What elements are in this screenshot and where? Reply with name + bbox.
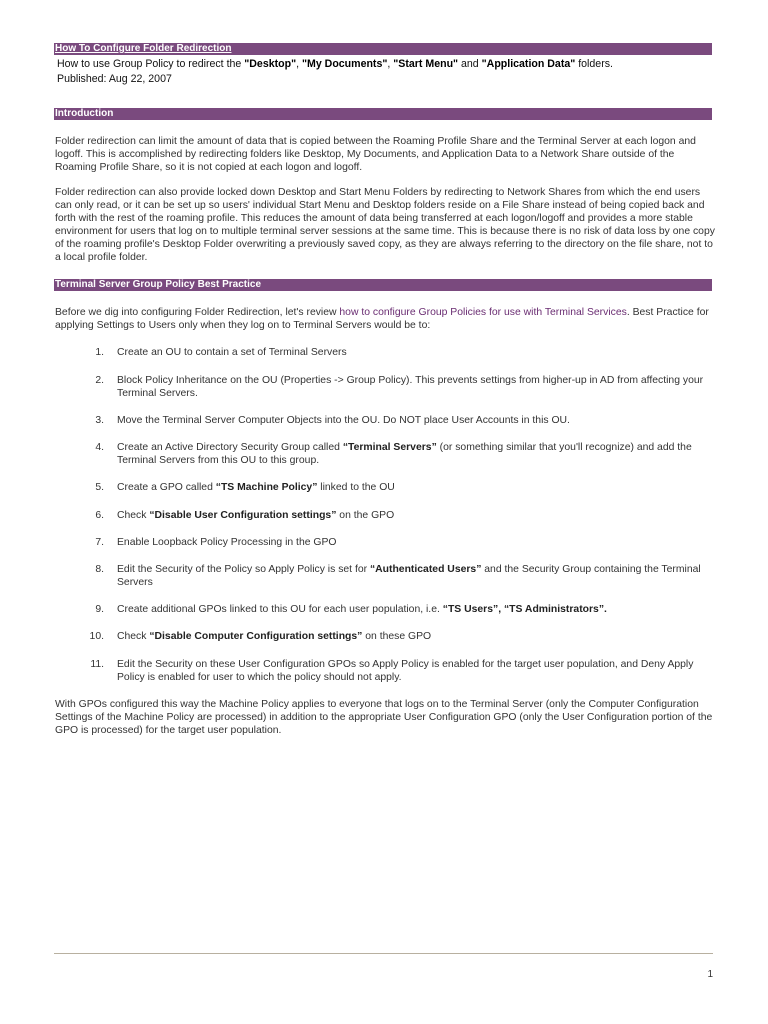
section-heading-introduction: Introduction	[54, 108, 712, 120]
plain-text: Edit the Security on these User Configuration GPOs so Apply Policy is enabled for the target user population, and Deny Apply Policy is enabled for user to which the policy should not apply.	[117, 659, 694, 683]
section-heading-best-practice: Terminal Server Group Policy Best Practice	[54, 279, 712, 291]
plain-text: Block Policy Inheritance on the OU (Properties -> Group Policy). This prevents settings from higher-up in AD from affecting your Terminal Servers.	[117, 375, 704, 399]
plain-text: (or something similar that you'll recognize) and add the Terminal Servers from this OU to this group.	[117, 442, 692, 466]
emphasis-text: “Terminal Servers”	[342, 442, 437, 453]
list-item-text	[117, 414, 715, 427]
plain-text: Create additional GPOs linked to this OU for each user population, i.e.	[117, 604, 443, 615]
list-item-text	[117, 374, 715, 400]
list-item-number: 11.	[90, 659, 104, 670]
best-practice-intro: Before we dig into configuring Folder Redirection, let's review how to configure Group Policies for use with Terminal Services. Best Practice for applying Settings to Users only when they log on to Terminal Servers would be to:	[55, 307, 709, 331]
list-item-number: 3.	[95, 415, 104, 426]
list-item-text	[117, 536, 715, 549]
list-item-number: 1.	[95, 347, 104, 358]
emphasis-text: “Disable User Configuration settings”	[149, 510, 337, 521]
list-item-number: 4.	[95, 442, 104, 453]
plain-text: and the Security Group containing the Terminal Servers	[117, 564, 701, 588]
group-policy-link[interactable]: how to configure Group Policies for use with Terminal Services	[339, 307, 627, 318]
list-item-number: 2.	[95, 375, 104, 386]
intro-paragraph-1: Folder redirection can limit the amount of data that is copied between the Roaming Profile Share and the Terminal Server at each logon and logoff. This is accomplished by redirecting folders like Desktop, My Documents, and Application Data to a Network Share outside of the Roaming Profile Share, so it is not copied at each logon and logoff.	[55, 136, 696, 173]
plain-text: on these GPO	[362, 631, 432, 642]
list-item-number: 8.	[95, 564, 104, 575]
closing-paragraph: With GPOs configured this way the Machine Policy applies to everyone that logs on to the Terminal Server (only the Computer Configuration Settings of the Machine Policy are processed) in addition to the appropriate User Configuration GPO (only the User Configuration portion of the GPO is processed) for the target user population.	[55, 699, 713, 736]
list-item-number: 10.	[89, 631, 104, 642]
footer-rule	[54, 953, 713, 954]
list-item-text	[117, 481, 715, 494]
list-item-text	[117, 346, 715, 359]
plain-text: Create an Active Directory Security Group called	[117, 442, 343, 453]
plain-text: linked to the OU	[317, 482, 395, 493]
plain-text: Check	[117, 631, 150, 642]
plain-text: on the GPO	[336, 510, 395, 521]
emphasis-text: “TS Machine Policy”	[215, 482, 318, 493]
plain-text: Enable Loopback Policy Processing in the GPO	[117, 537, 337, 548]
document-subtitle: How to use Group Policy to redirect the "Desktop", "My Documents", "Start Menu" and "Application Data" folders.	[57, 58, 613, 70]
list-item-text	[117, 603, 715, 616]
intro-paragraph-2: Folder redirection can also provide locked down Desktop and Start Menu Folders by redirecting to Network Shares from which the end users can only read, or it can be set up so users' individual Start Menu and Desktop folders reside on a File Share instead of being copied back and forth with the rest of the roaming profile. This reduces the amount of data being transferred at each logon/logoff and provides a more stable environment for users that log on to multiple terminal server sessions at the same time. This is because there is no risk of data loss by one copy of the roaming profile's Desktop Folder overwriting a previously saved copy, as they are always referring to the directory on the file share, not to a local profile folder.	[55, 187, 715, 263]
emphasis-text: “TS Users”, “TS Administrators”.	[442, 604, 607, 615]
list-item-number: 6.	[95, 510, 104, 521]
page-number: 1	[707, 969, 713, 980]
document-title-bar	[54, 43, 712, 55]
list-item-text	[117, 563, 715, 589]
document-title: How To Configure Folder Redirection	[55, 43, 232, 54]
emphasis-text: “Authenticated Users”	[369, 564, 482, 575]
plain-text: Create a GPO called	[117, 482, 216, 493]
published-date: Published: Aug 22, 2007	[57, 73, 172, 85]
list-item-number: 9.	[95, 604, 104, 615]
list-item-text	[117, 441, 715, 467]
list-item-text	[117, 630, 715, 643]
plain-text: Move the Terminal Server Computer Objects into the OU. Do NOT place User Accounts in this OU.	[117, 415, 570, 426]
list-item-number: 7.	[95, 537, 104, 548]
plain-text: Edit the Security of the Policy so Apply Policy is set for	[117, 564, 370, 575]
emphasis-text: “Disable Computer Configuration settings”	[149, 631, 363, 642]
plain-text: Create an OU to contain a set of Terminal Servers	[117, 347, 347, 358]
plain-text: Check	[117, 510, 150, 521]
list-item-text	[117, 509, 715, 522]
list-item-text	[117, 658, 715, 684]
list-item-number: 5.	[95, 482, 104, 493]
